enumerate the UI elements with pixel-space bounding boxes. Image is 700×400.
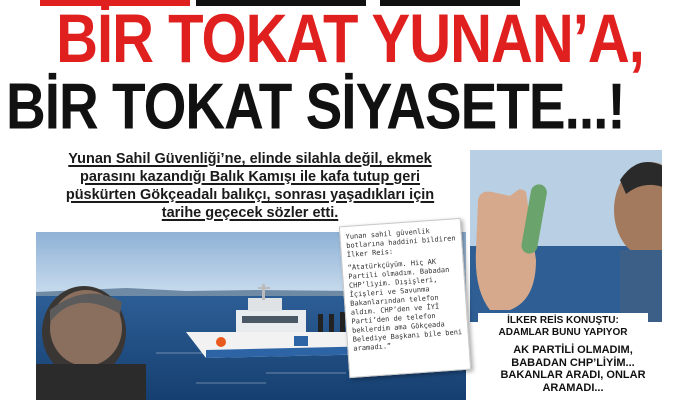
lead-line: püskürten Gökçeadalı balıkçı, sonrası yaşadıkları için <box>65 187 435 203</box>
lead-line: parasını kazandığı Balık Kamışı ile kafa tutup geri <box>79 169 421 185</box>
side-photo-interview <box>470 150 662 322</box>
sub-caption-line: ARAMADI... <box>542 381 604 394</box>
sub-caption <box>478 344 668 394</box>
caption-line: ADAMLAR BUNU YAPIYOR <box>498 327 628 338</box>
quote-intro: Yunan sahil güvenlik botlarına haddini bildiren İlker Reis: <box>345 227 456 259</box>
quote-body: “Atatürkçüyüm. Hiç AK Partili olmadım. Babadan CHP’liyim. Dışişleri, İçişleri ve Savunma Bakanlarından telefon aldım. CHP’den ve İYİ Parti’den de telefon beklerdim ama Gökçeada Belediye Başkanı bile beni aramadı.” <box>347 257 463 353</box>
side-photo-caption <box>478 313 648 341</box>
headline-line-2: BİR TOKAT SİYASETE...! <box>6 69 625 143</box>
sub-caption-line: BAKANLAR ARADI, ONLAR <box>500 369 646 381</box>
lead-line: Yunan Sahil Güvenliği’ne, elinde silahla değil, ekmek <box>68 151 432 167</box>
sub-caption-line: AK PARTİLİ OLMADIM, <box>513 344 633 356</box>
sub-caption-line: BABADAN CHP’LİYİM... <box>511 356 635 369</box>
quote-note-card <box>339 218 471 378</box>
caption-line: İLKER REİS KONUŞTU: <box>507 315 619 326</box>
headline-line-1: BİR TOKAT YUNAN’A, <box>56 0 644 78</box>
hand-gesture-illustration <box>470 150 662 322</box>
lead-paragraph <box>40 150 460 222</box>
lead-line: tarihe geçecek sözler etti. <box>161 205 339 221</box>
